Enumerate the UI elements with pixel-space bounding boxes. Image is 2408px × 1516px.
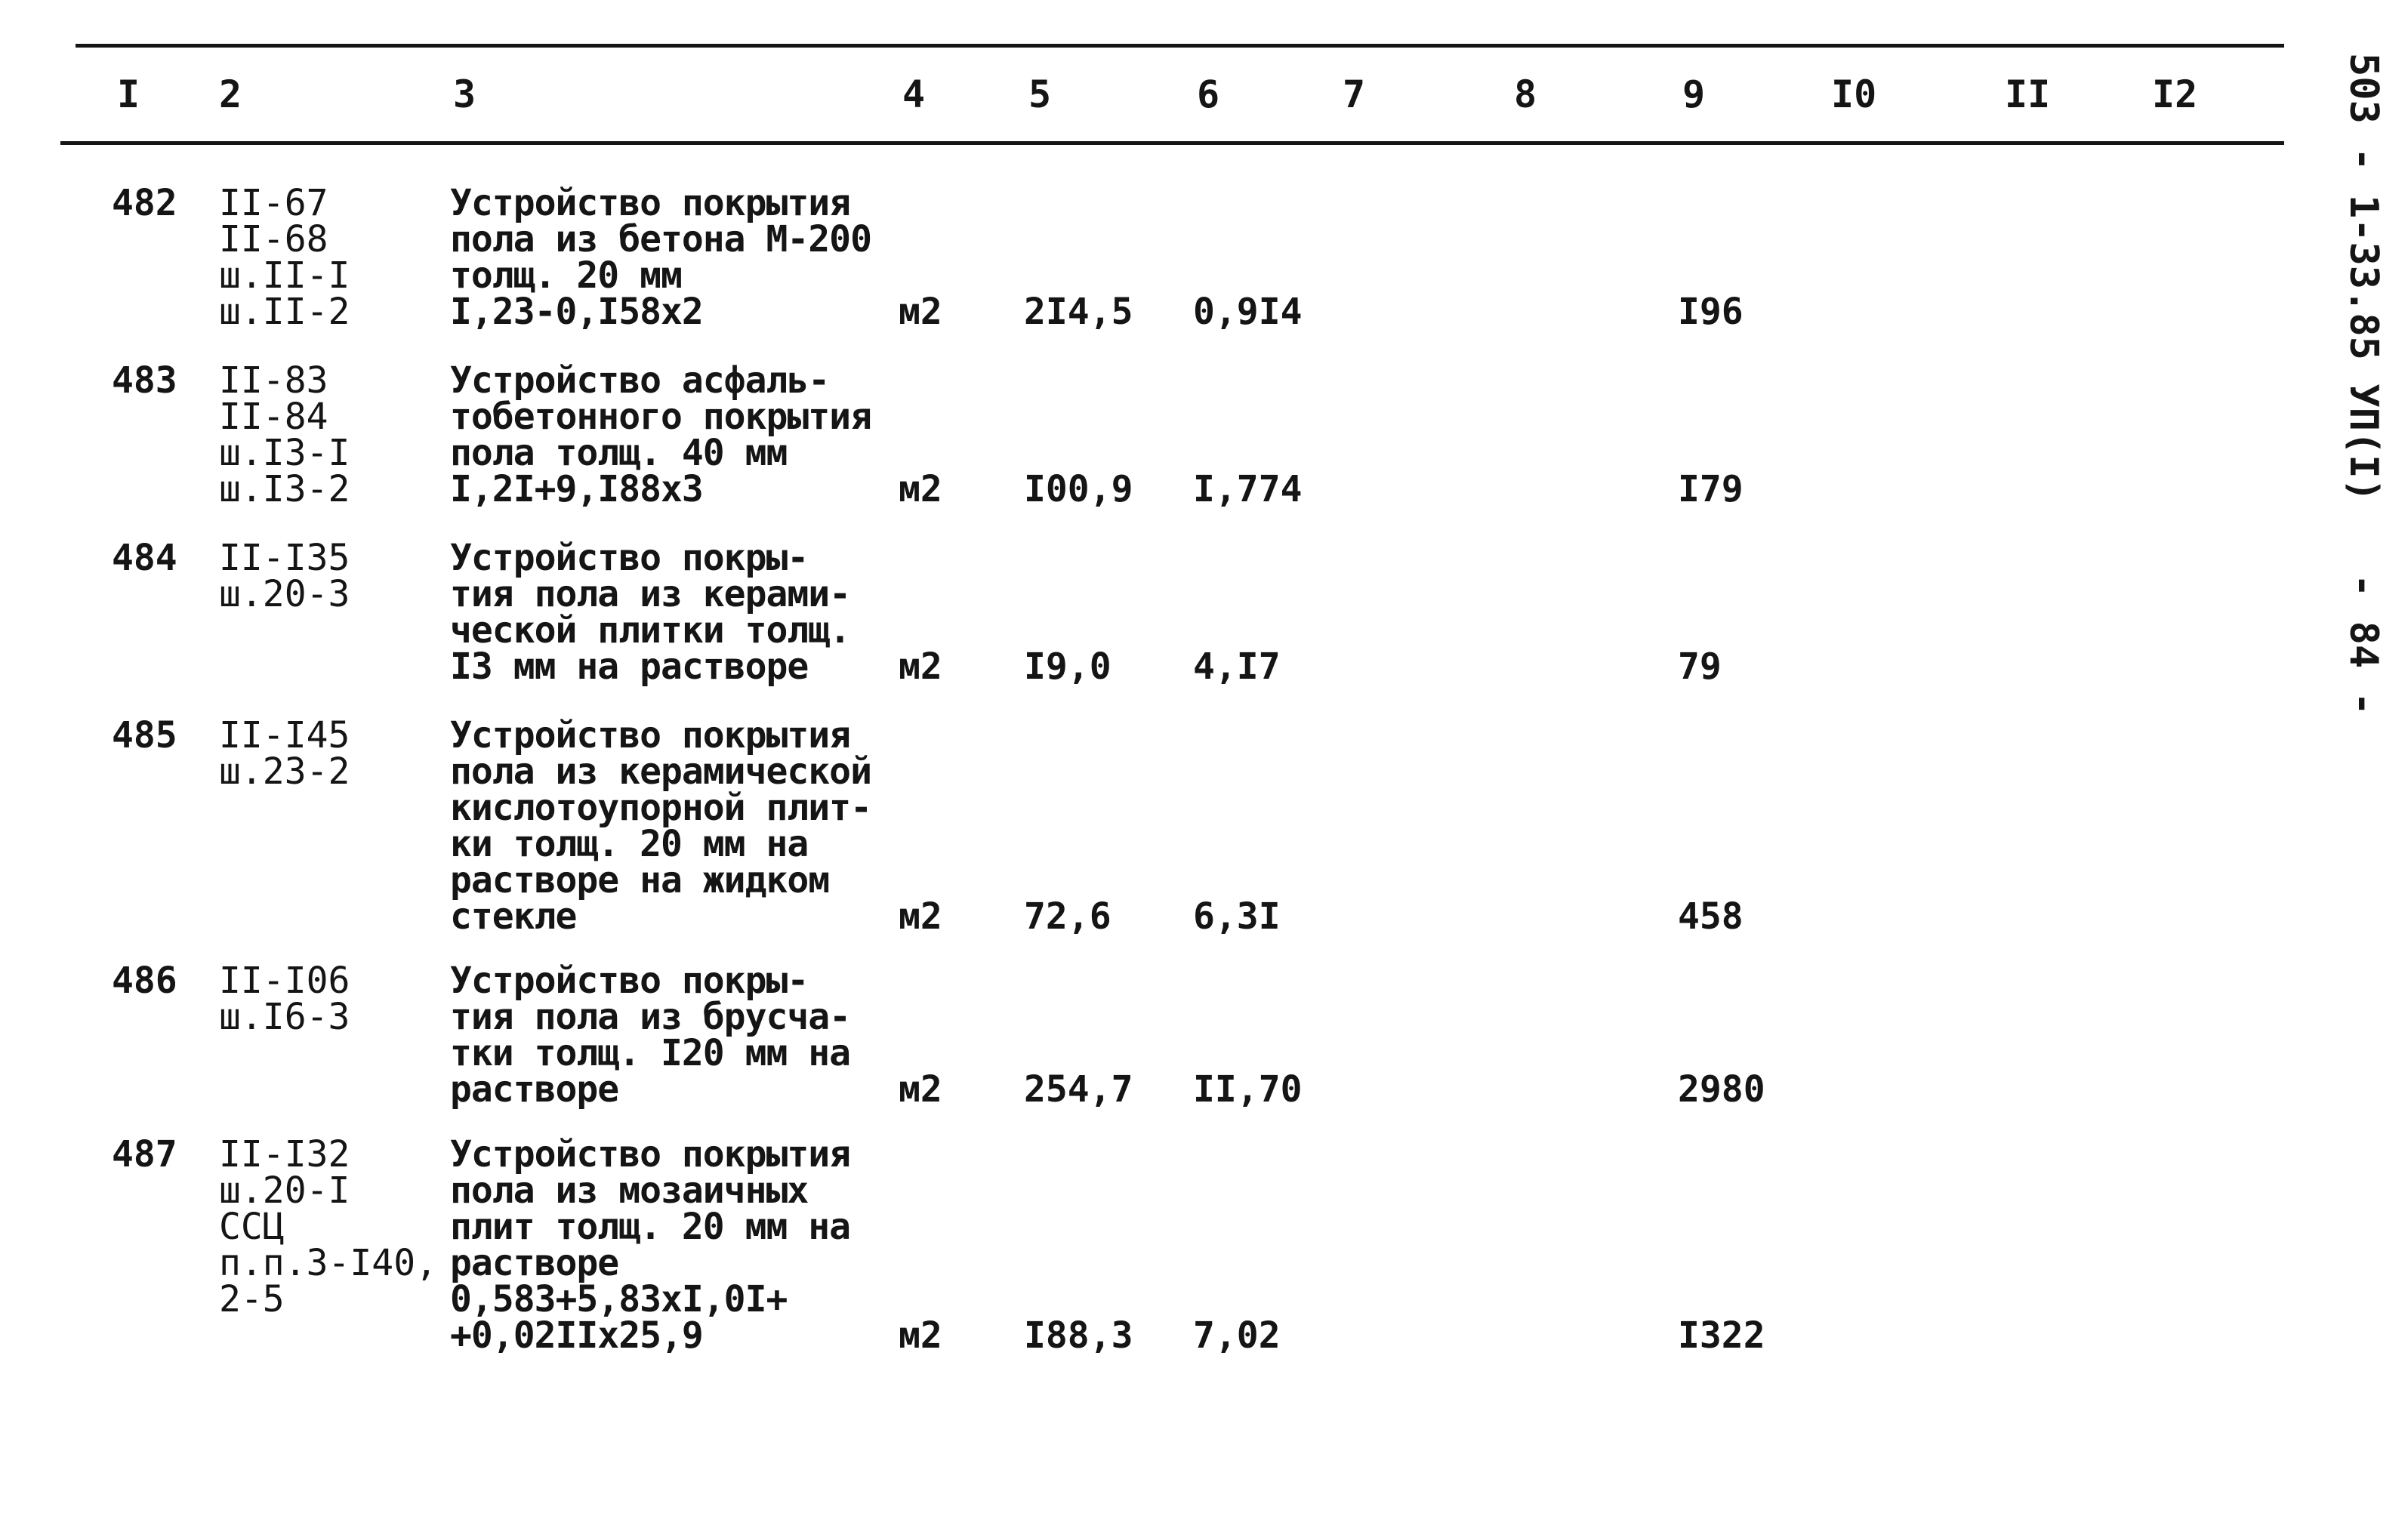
table-top-rule [76, 44, 2284, 48]
column-number-6: 6 [1197, 72, 1220, 116]
quantity: I88,3 [1024, 1314, 1133, 1357]
work-description: Устройство покрытия пола из керамической кислотоупорной плит- ки толщ. 20 мм на растворе на жидком стекле [450, 714, 871, 938]
total-cost: I96 [1678, 291, 1744, 333]
row-number: 484 [112, 537, 177, 579]
unit: м2 [899, 895, 942, 938]
column-number-12: I2 [2152, 72, 2198, 116]
row-number: 485 [112, 714, 177, 756]
column-number-3: 3 [453, 72, 476, 116]
unit: м2 [899, 468, 942, 510]
total-cost: I79 [1678, 468, 1744, 510]
unit-price: I,774 [1193, 468, 1303, 510]
work-description: Устройство покрытия пола из бетона М-200 толщ. 20 мм I,23-0,I58x2 [450, 182, 871, 333]
document-number: 503 - 1-33.85 УП(I) [2341, 53, 2386, 502]
right-margin [2303, 30, 2408, 785]
norm-codes: II-I35 ш.20-3 [219, 537, 350, 615]
norm-codes: II-67 II-68 ш.II-I ш.II-2 [219, 182, 350, 333]
norm-codes: II-83 II-84 ш.I3-I ш.I3-2 [219, 359, 350, 510]
column-number-8: 8 [1514, 72, 1537, 116]
column-number-9: 9 [1682, 72, 1706, 116]
unit: м2 [899, 646, 942, 688]
column-number-2: 2 [219, 72, 242, 116]
column-number-7: 7 [1343, 72, 1366, 116]
unit-price: 4,I7 [1193, 646, 1281, 688]
column-number-5: 5 [1028, 72, 1052, 116]
column-number-1: I [117, 72, 140, 116]
column-number-4: 4 [902, 72, 926, 116]
quantity: I00,9 [1024, 468, 1133, 510]
work-description: Устройство асфаль- тобетонного покрытия пола толщ. 40 мм I,2I+9,I88x3 [450, 359, 871, 510]
row-number: 482 [112, 182, 177, 224]
column-number-11: II [2005, 72, 2051, 116]
unit-price: 0,9I4 [1193, 291, 1303, 333]
quantity: I9,0 [1024, 646, 1112, 688]
norm-codes: II-I06 ш.I6-3 [219, 960, 350, 1038]
table-header-rule [60, 141, 2284, 145]
unit: м2 [899, 291, 942, 333]
quantity: 254,7 [1024, 1068, 1133, 1111]
unit-price: II,70 [1193, 1068, 1303, 1111]
work-description: Устройство покрытия пола из мозаичных плит толщ. 20 мм на растворе 0,583+5,83xI,0I+ +0,02IIx25,9 [450, 1133, 851, 1357]
norm-codes: II-I32 ш.20-I ССЦ п.п.3-I40, 2-5 [219, 1133, 437, 1320]
work-description: Устройство покры- тия пола из брусча- тки толщ. I20 мм на растворе [450, 960, 851, 1111]
work-description: Устройство покры- тия пола из керами- ческой плитки толщ. I3 мм на растворе [450, 537, 851, 688]
total-cost: I322 [1678, 1314, 1765, 1357]
unit: м2 [899, 1068, 942, 1111]
page-number: - 84 - [2341, 574, 2386, 716]
unit-price: 7,02 [1193, 1314, 1281, 1357]
row-number: 487 [112, 1133, 177, 1176]
unit: м2 [899, 1314, 942, 1357]
row-number: 483 [112, 359, 177, 402]
total-cost: 458 [1678, 895, 1744, 938]
quantity: 2I4,5 [1024, 291, 1133, 333]
norm-codes: II-I45 ш.23-2 [219, 714, 350, 793]
column-number-10: I0 [1831, 72, 1877, 116]
total-cost: 2980 [1678, 1068, 1765, 1111]
unit-price: 6,3I [1193, 895, 1281, 938]
total-cost: 79 [1678, 646, 1722, 688]
row-number: 486 [112, 960, 177, 1002]
quantity: 72,6 [1024, 895, 1112, 938]
